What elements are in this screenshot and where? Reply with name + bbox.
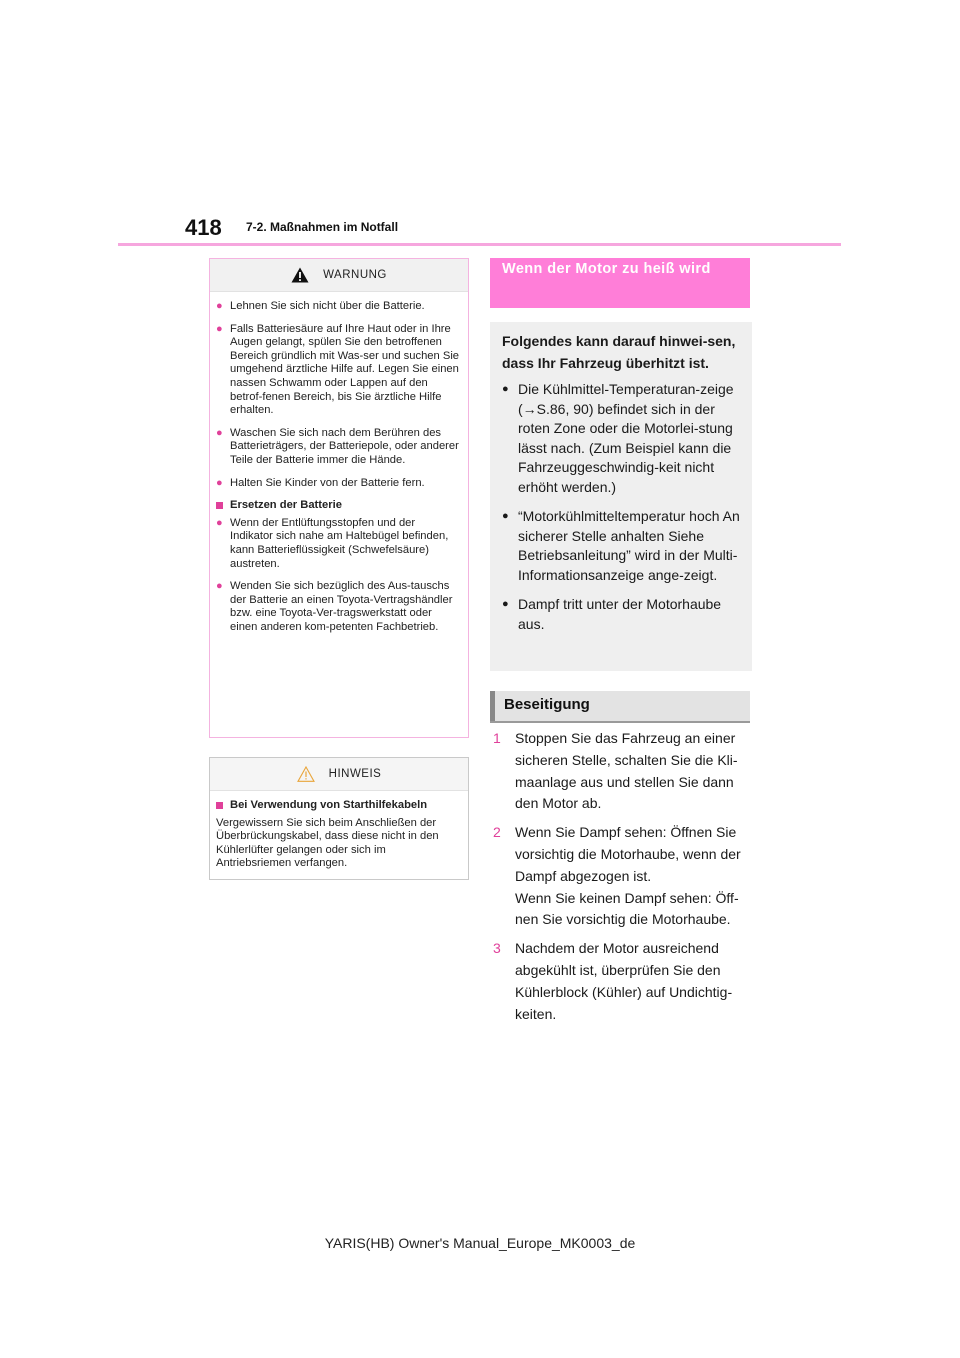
bullet-icon: ●	[502, 598, 509, 610]
bullet-icon: ●	[502, 510, 509, 522]
warning-item	[216, 580, 460, 634]
circle-bullet-icon: ●	[216, 580, 223, 593]
overheat-banner: Wenn der Motor zu heiß wird	[490, 258, 750, 308]
circle-bullet-icon: ●	[216, 476, 223, 489]
circle-bullet-icon: ●	[216, 322, 223, 335]
warning-subhead	[216, 499, 460, 513]
overheat-symptoms-panel	[490, 322, 752, 671]
warning-item-text: Halten Sie Kinder von der Batterie fern.	[230, 476, 425, 489]
note-header	[210, 758, 468, 791]
warning-item	[216, 517, 460, 571]
step-text: Nachdem der Motor ausreichend abgekühlt ist, überprüfen Sie den Kühlerblock (Kühler) auf Undichtig-keiten.	[515, 940, 733, 1022]
warning-item-text: Falls Batteriesäure auf Ihre Haut oder in Ihre Augen gelangt, spülen Sie den betroffenen Bereich gründlich mit Was-ser und suchen Sie umgehend ärztliche Hilfe auf. Legen Sie einen nassen Schwamm oder Lappen auf den betrof-fenen Bereich, bis Sie ärztliche Hilfe erhalten.	[230, 322, 460, 417]
section-header: 7-2. Maßnahmen im Notfall	[246, 220, 399, 234]
note-subhead	[216, 799, 460, 813]
caution-triangle-icon	[297, 766, 315, 782]
step-item	[492, 728, 757, 815]
warning-subhead-text: Ersetzen der Batterie	[230, 499, 342, 512]
step-text: Stoppen Sie das Fahrzeug an einer sicheren Stelle, schalten Sie die Kli-maanlage aus und stellen Sie dann den Motor ab.	[515, 730, 738, 812]
note-subhead-text: Bei Verwendung von Starthilfekabeln	[230, 799, 428, 811]
warning-item-text: Lehnen Sie sich nicht über die Batterie.	[230, 300, 425, 312]
footer-manual-id: YARIS(HB) Owner's Manual_Europe_MK0003_de	[324, 1235, 636, 1251]
step-item	[492, 822, 757, 931]
warning-body	[210, 292, 468, 634]
page-number: 418	[185, 215, 222, 240]
warning-item	[216, 477, 460, 491]
warning-box	[209, 258, 469, 738]
circle-bullet-icon: ●	[216, 516, 223, 529]
symptom-item	[502, 507, 740, 585]
symptom-text: Die Kühlmittel-Temperaturan-zeige (→S.86, 90) befindet sich in der roten Zone oder die Motorlei-stung lässt nach. (Zum Beispiel kann die Fahrzeuggeschwindig-keit nicht erhöht werden.)	[518, 381, 734, 495]
square-bullet-icon	[216, 502, 223, 509]
warning-item	[216, 427, 460, 468]
symptom-item	[502, 380, 740, 497]
note-body	[210, 791, 468, 871]
square-bullet-icon	[216, 802, 223, 809]
warning-item	[216, 323, 460, 418]
overheat-intro: Folgendes kann darauf hinwei-sen, dass Ihr Fahrzeug überhitzt ist.	[502, 333, 736, 371]
warning-title: WARNUNG	[323, 269, 387, 281]
symptom-item	[502, 595, 740, 634]
step-number: 3	[493, 940, 501, 957]
step-text: Wenn Sie Dampf sehen: Öffnen Sie vorsichtig die Motorhaube, wenn der Dampf abgezogen ist. Wenn Sie keinen Dampf sehen: Öff-nen Sie vorsichtig die Motorhaube.	[515, 824, 741, 928]
warning-item-text: Wenden Sie sich bezüglich des Aus-tauschs der Batterie an einen Toyota-Vertragshändler bzw. eine Toyota-Ver-tragswerkstatt oder einen anderen kom-petenten Fachbetrieb.	[230, 580, 453, 633]
header-rule	[118, 243, 841, 246]
circle-bullet-icon: ●	[216, 426, 223, 439]
remedy-banner: Beseitigung	[490, 691, 750, 721]
bullet-icon: ●	[502, 383, 509, 395]
step-number: 1	[493, 730, 501, 746]
warning-item	[216, 300, 460, 314]
remedy-steps	[492, 728, 757, 1032]
note-box	[209, 757, 469, 880]
note-text: Vergewissern Sie sich beim Anschließen der Überbrückungskabel, dass diese nicht in den Kühlerlüfter gelangen oder sich im Antriebsriemen verfangen.	[216, 816, 439, 870]
circle-bullet-icon: ●	[216, 300, 223, 312]
step-number: 2	[493, 824, 501, 841]
warning-item-text: Wenn der Entlüftungsstopfen und der Indikator sich nahe am Haltebügel befinden, kann Batterieflüssigkeit (Schwefelsäure) austreten.	[230, 516, 449, 570]
step-item	[492, 938, 757, 1025]
warning-triangle-icon	[291, 267, 309, 283]
warning-header	[210, 259, 468, 292]
note-title: HINWEIS	[328, 768, 382, 780]
symptom-text: Dampf tritt unter der Motorhaube aus.	[518, 596, 722, 632]
symptom-text: “Motorkühlmitteltemperatur hoch An sicherer Stelle anhalten Siehe Betriebsanleitung” wird in der Multi-Informationsanzeige ange-zeigt.	[518, 508, 740, 583]
warning-item-text: Waschen Sie sich nach dem Berühren des Batterieträgers, der Batteriepole, oder anderer Teile der Batterie immer die Hände.	[230, 426, 459, 466]
